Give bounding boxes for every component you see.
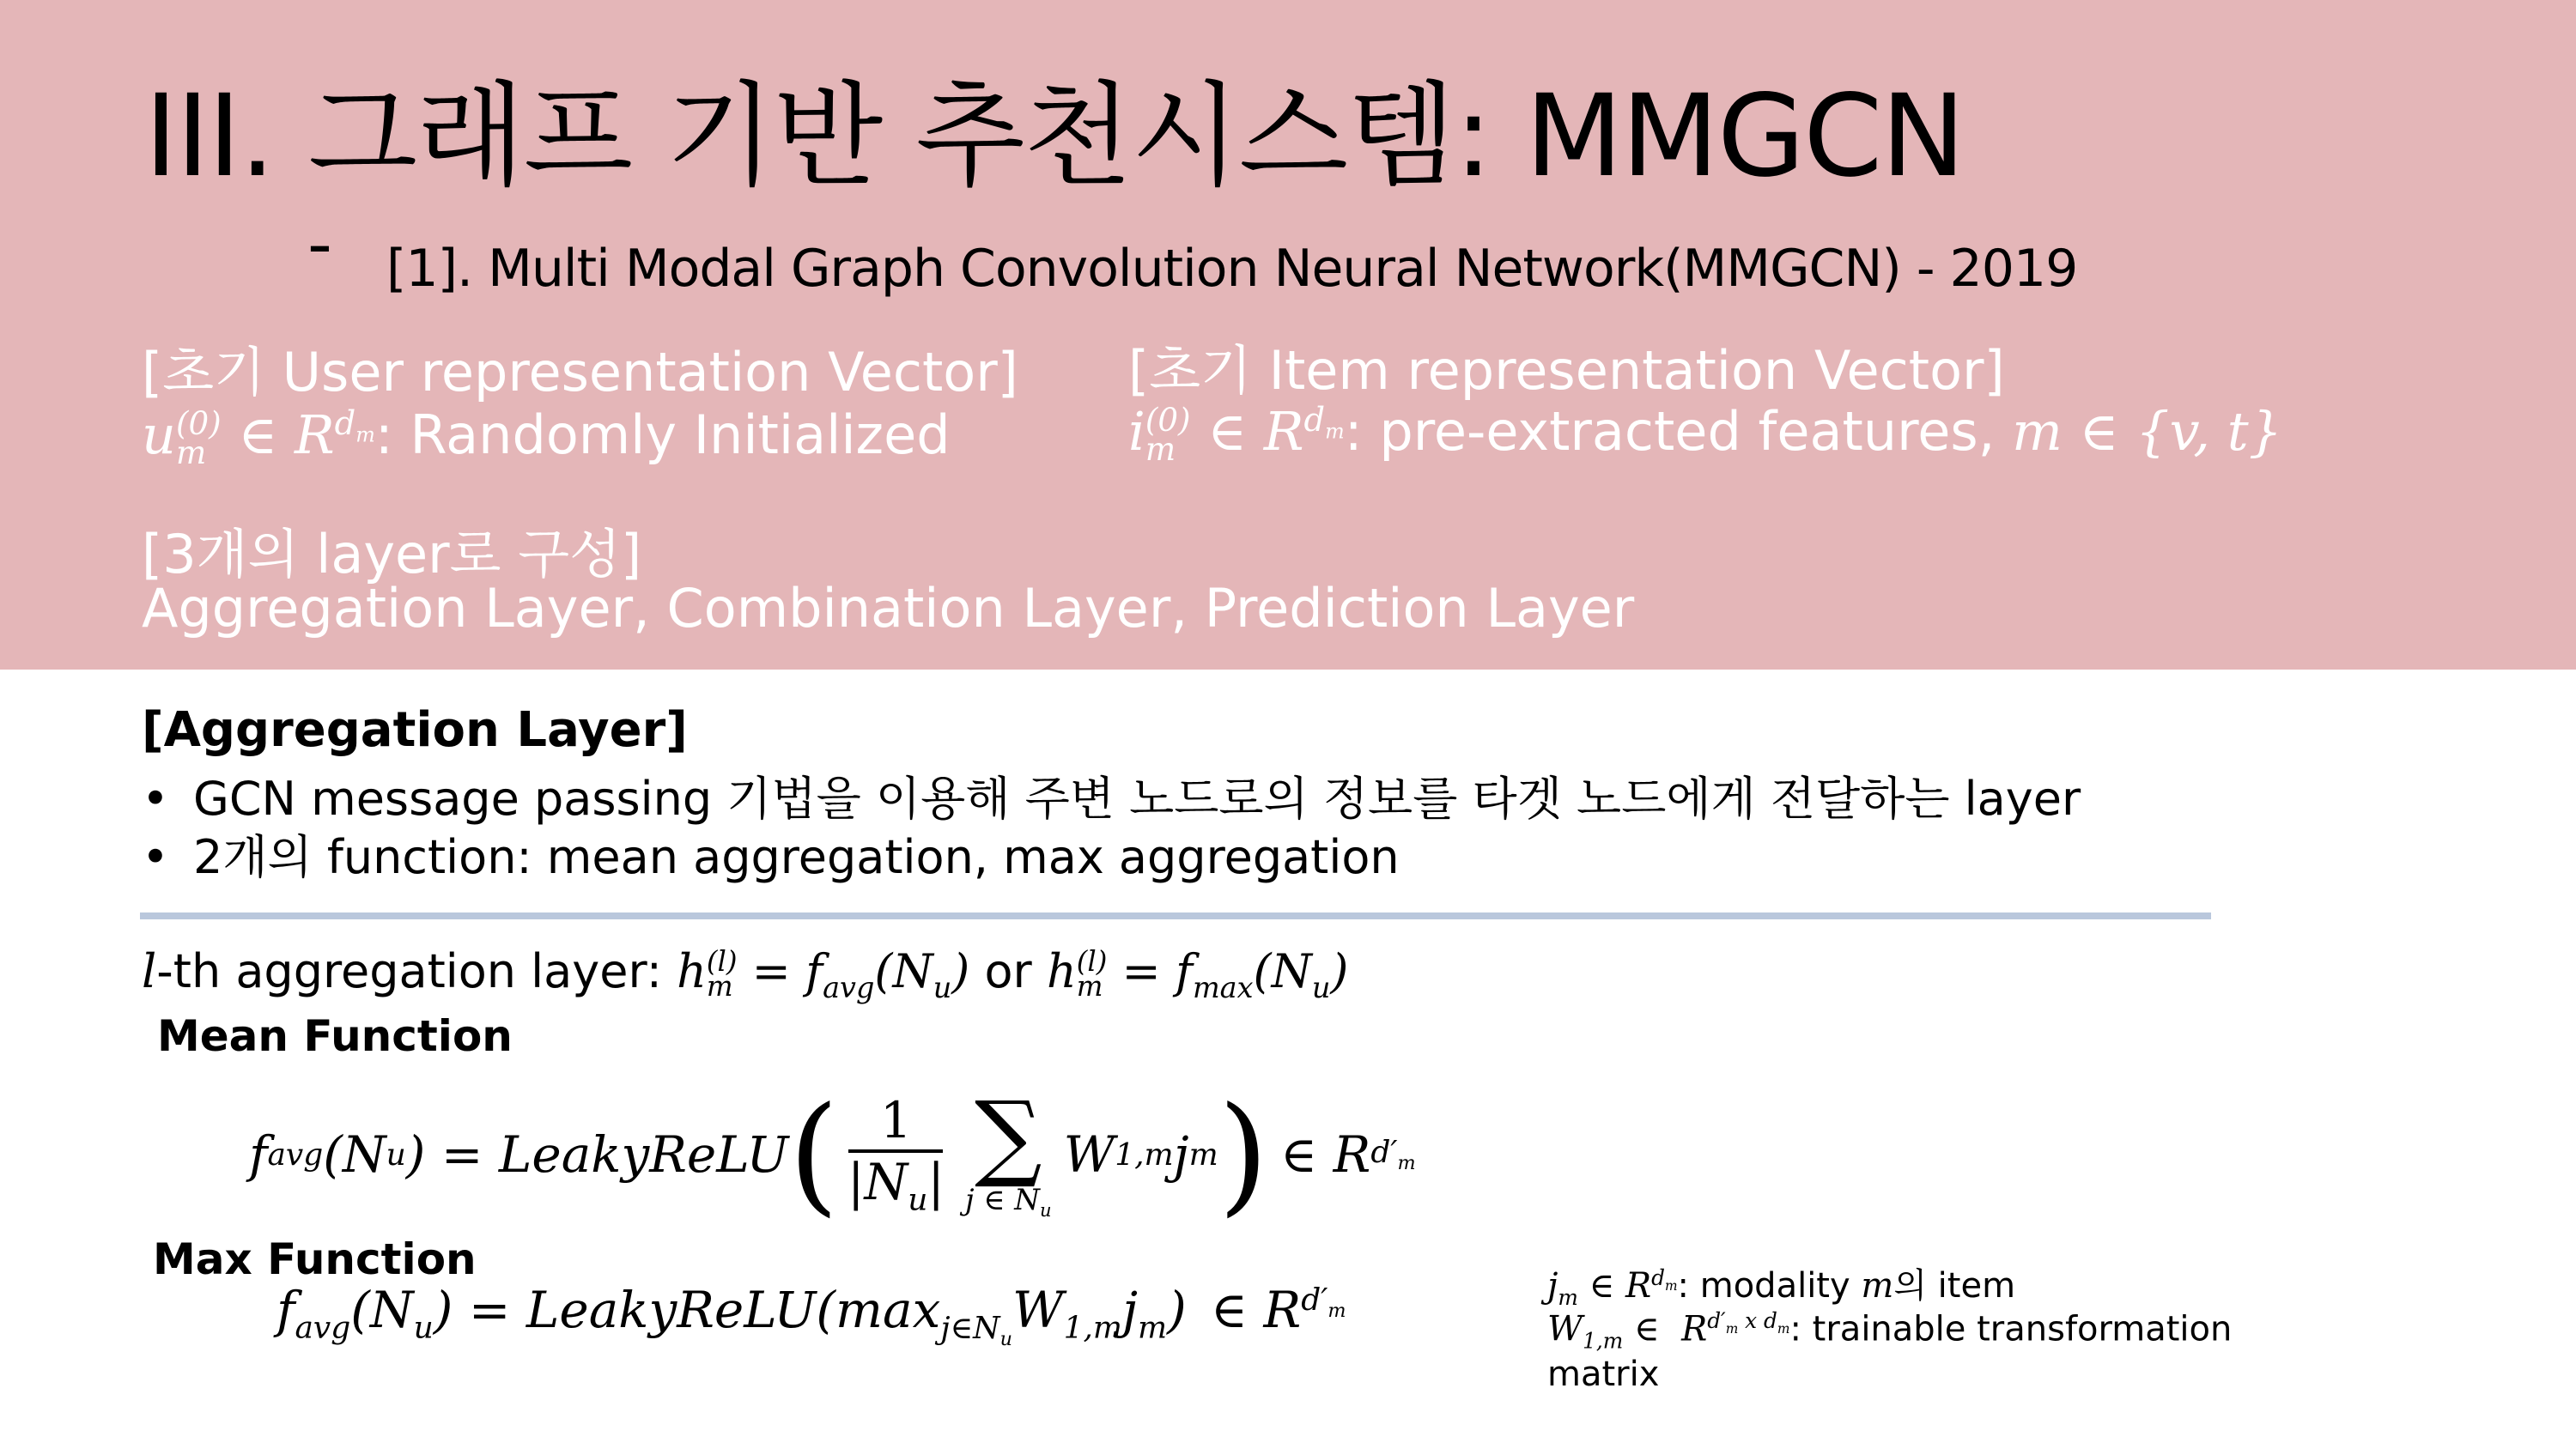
mean-lhs-close: ) = LeakyReLU bbox=[405, 1125, 789, 1184]
page-subtitle: [1]. Multi Modal Graph Convolution Neural Network(MMGCN) - 2019 bbox=[386, 239, 2078, 299]
item-vector-sub: m bbox=[1145, 429, 1176, 468]
lth-close1: ) bbox=[951, 944, 970, 998]
lth-h2-sup: (l) bbox=[1076, 945, 1108, 979]
max-function-label: Max Function bbox=[153, 1234, 477, 1284]
max-term-w: W bbox=[1012, 1281, 1064, 1339]
lth-close2: ) bbox=[1330, 944, 1349, 998]
lth-h2: h bbox=[1046, 944, 1077, 998]
max-dim: d′ bbox=[1301, 1282, 1328, 1318]
note-w-dim-x-sub: m bbox=[1777, 1320, 1790, 1337]
lth-eq1: = f bbox=[751, 944, 823, 998]
aggregation-bullet-2 bbox=[142, 821, 1400, 887]
layers-list: Aggregation Layer, Combination Layer, Prediction Layer bbox=[142, 577, 1635, 640]
lth-f-sub1: avg bbox=[823, 970, 875, 1004]
mean-function-formula bbox=[249, 1069, 1416, 1240]
item-vector-symbol: i bbox=[1128, 400, 1145, 463]
lth-eq2: = f bbox=[1121, 944, 1193, 998]
bullet-dot-icon: • bbox=[142, 830, 169, 884]
max-function-formula bbox=[276, 1281, 1346, 1350]
item-vector-dim-sub: m bbox=[1325, 420, 1345, 445]
mean-dim-sub: m bbox=[1397, 1152, 1416, 1175]
note-w-text: : trainable transformation bbox=[1789, 1309, 2233, 1349]
mean-term-w: W bbox=[1063, 1125, 1115, 1184]
mean-in: ∈ R bbox=[1280, 1125, 1371, 1184]
max-term-j-sub: m bbox=[1137, 1310, 1168, 1346]
note-jm-symbol: j bbox=[1547, 1266, 1558, 1306]
note-jm-in: ∈ R bbox=[1589, 1266, 1652, 1306]
note-w-in: ∈ R bbox=[1634, 1309, 1708, 1349]
mean-lhs: f bbox=[249, 1125, 268, 1184]
bullet-text: GCN message passing 기법을 이용해 주변 노드로의 정보를 타겟 노드에게 전달하는 layer bbox=[193, 772, 2081, 826]
item-vector-heading: [초기 Item representation Vector] bbox=[1128, 339, 2005, 402]
user-vector-dim: d bbox=[334, 404, 356, 444]
mean-lhs-sub: avg bbox=[267, 1137, 324, 1173]
subtitle-dash: - bbox=[307, 204, 332, 284]
mean-fraction bbox=[848, 1091, 945, 1218]
max-dim-sub: m bbox=[1327, 1299, 1346, 1322]
item-vector-in-r: ∈ R bbox=[1207, 400, 1304, 463]
note-w-text2: matrix bbox=[1547, 1355, 1660, 1394]
bullet-dot-icon: • bbox=[142, 772, 169, 826]
max-sub2: u bbox=[999, 1327, 1012, 1350]
lth-aggregation-formula bbox=[142, 944, 1348, 1004]
item-vector-formula bbox=[1128, 400, 2283, 468]
lth-arg1-sub: u bbox=[933, 970, 952, 1004]
mean-sum-under-sub: u bbox=[1040, 1198, 1052, 1221]
user-vector-dim-sub: m bbox=[355, 423, 375, 448]
max-lhs-sub: avg bbox=[295, 1310, 351, 1346]
lth-arg2-sub: u bbox=[1311, 970, 1331, 1004]
item-vector-dim: d bbox=[1303, 401, 1326, 440]
mean-function-label: Mean Function bbox=[157, 1011, 513, 1061]
bullet-text: 2개의 function: mean aggregation, max aggregation bbox=[193, 830, 1400, 884]
note-w-dim-sub: m bbox=[1725, 1320, 1739, 1337]
mean-denominator: |N bbox=[847, 1153, 908, 1212]
lth-or: or bbox=[984, 944, 1032, 998]
lth-h1-sub: m bbox=[706, 970, 733, 1003]
mean-term-j-sub: m bbox=[1188, 1137, 1218, 1173]
lth-h1: h bbox=[677, 944, 707, 998]
user-vector-in-r: ∈ R bbox=[238, 403, 335, 466]
item-vector-sup: (0) bbox=[1145, 401, 1191, 440]
max-close: ) bbox=[1167, 1281, 1187, 1339]
layers-heading: [3개의 layer로 구성] bbox=[142, 523, 642, 585]
item-vector-desc: : pre-extracted features, bbox=[1344, 400, 1996, 463]
max-term-j: j bbox=[1121, 1281, 1138, 1339]
mean-term-w-sub: 1,m bbox=[1115, 1137, 1174, 1173]
note-w-symbol: W bbox=[1547, 1309, 1583, 1349]
lth-arg2: (N bbox=[1253, 944, 1312, 998]
note-w bbox=[1547, 1308, 2232, 1353]
mean-lhs-arg-sub: u bbox=[386, 1137, 406, 1173]
mean-numerator: 1 bbox=[880, 1091, 912, 1150]
lth-l: l bbox=[142, 944, 157, 998]
mean-sum-under: j ∈ N bbox=[964, 1183, 1041, 1218]
note-jm-m: m bbox=[1861, 1266, 1894, 1306]
user-vector-symbol: u bbox=[142, 403, 176, 466]
max-sub: j∈N bbox=[940, 1310, 1000, 1346]
user-vector-heading: [초기 User representation Vector] bbox=[142, 341, 1018, 403]
max-term-w-sub: 1,m bbox=[1063, 1310, 1122, 1346]
user-vector-sup: (0) bbox=[175, 404, 222, 443]
lth-h1-sup: (l) bbox=[706, 945, 738, 979]
user-vector-sub: m bbox=[175, 433, 207, 471]
max-lhs-arg-sub: u bbox=[413, 1310, 434, 1346]
mean-term-j: j bbox=[1173, 1125, 1189, 1184]
mean-denominator-close: | bbox=[927, 1153, 945, 1212]
note-jm-text1: : modality bbox=[1677, 1266, 1850, 1306]
page-title: III. 그래프 기반 추천시스템: MMGCN bbox=[144, 70, 1965, 203]
max-lhs: f bbox=[276, 1281, 295, 1339]
mean-denominator-sub: u bbox=[908, 1182, 928, 1218]
mean-dim: d′ bbox=[1370, 1134, 1398, 1170]
max-lhs-close: ) = LeakyReLU(max bbox=[433, 1281, 941, 1339]
mean-summation bbox=[964, 1081, 1052, 1221]
note-jm bbox=[1547, 1258, 2015, 1310]
item-vector-modality: m ∈ {v, t} bbox=[2012, 400, 2283, 463]
max-lhs-arg: (N bbox=[350, 1281, 414, 1339]
aggregation-heading: [Aggregation Layer] bbox=[142, 702, 688, 758]
note-w-dim-x: x d bbox=[1738, 1308, 1777, 1333]
note-jm-sub: m bbox=[1558, 1285, 1578, 1310]
user-vector-desc: : Randomly Initialized bbox=[374, 403, 951, 466]
mean-open-paren: ( bbox=[788, 1080, 839, 1229]
lth-f-sub2: max bbox=[1192, 970, 1254, 1004]
note-w-sub: 1,m bbox=[1583, 1328, 1624, 1354]
section-divider bbox=[140, 912, 2211, 919]
aggregation-bullet-1 bbox=[142, 762, 2081, 828]
user-vector-formula bbox=[142, 403, 951, 471]
sum-icon: ∑ bbox=[975, 1081, 1042, 1191]
lth-arg1: (N bbox=[874, 944, 933, 998]
mean-lhs-arg: (N bbox=[323, 1125, 386, 1184]
note-jm-text2: 의 item bbox=[1893, 1266, 2016, 1306]
mean-close-paren: ) bbox=[1218, 1080, 1269, 1229]
max-in: ∈ R bbox=[1211, 1281, 1302, 1339]
note-jm-dim-sub: m bbox=[1664, 1277, 1678, 1294]
lth-h2-sub: m bbox=[1076, 970, 1103, 1003]
note-w-dim: d′ bbox=[1707, 1308, 1726, 1333]
lth-text: -th aggregation layer: bbox=[156, 944, 662, 998]
note-jm-dim: d bbox=[1651, 1264, 1665, 1290]
